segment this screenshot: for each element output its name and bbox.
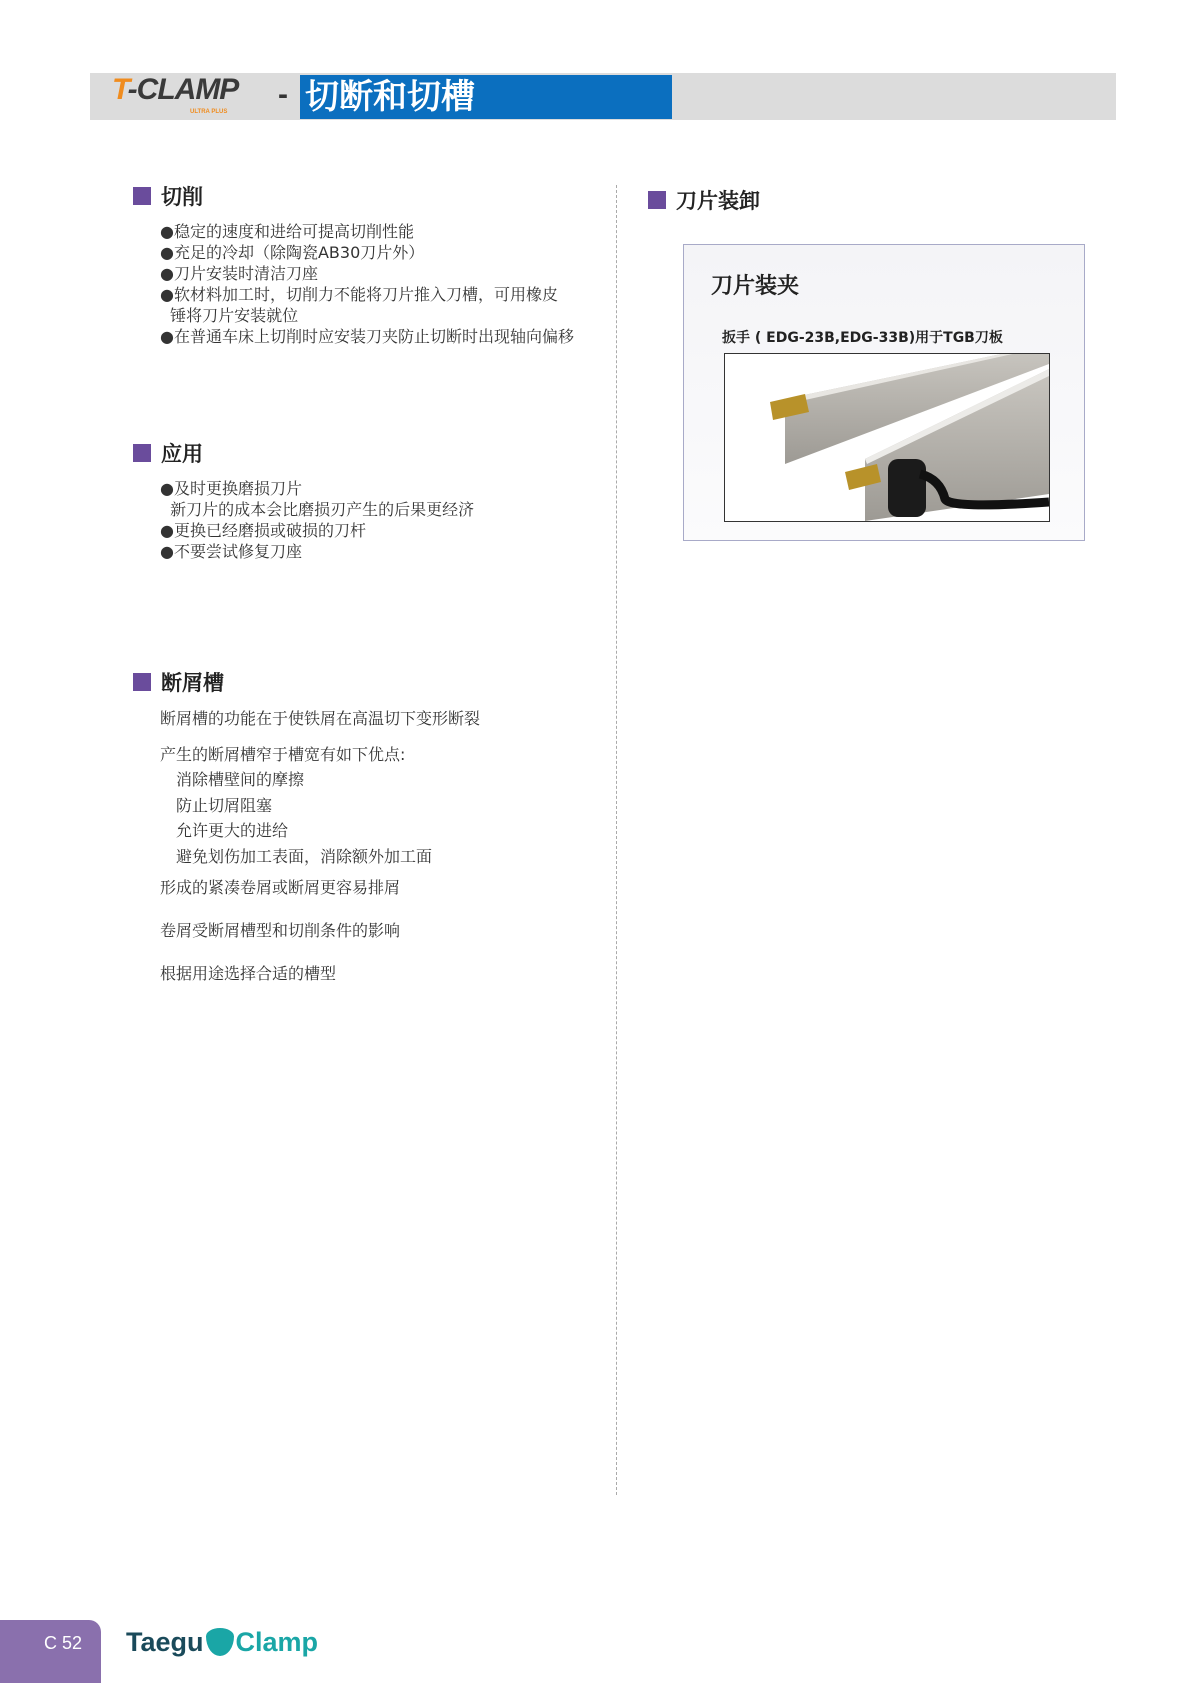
- section-insert-mounting: [648, 188, 760, 214]
- page-number: C 52: [44, 1633, 83, 1653]
- section-application: [133, 441, 203, 467]
- list-item: 形成的紧凑卷屑或断屑更容易排屑: [160, 878, 401, 897]
- list-item: 消除槽壁间的摩擦: [176, 770, 305, 789]
- insert-clamping-card: [683, 244, 1085, 541]
- taegutec-logo: [126, 1625, 318, 1659]
- square-bullet-icon: [648, 191, 666, 209]
- t-shield-icon: [206, 1628, 234, 1656]
- list-item: ●充足的冷却（除陶瓷AB30刀片外）: [160, 243, 425, 262]
- list-item: 断屑槽的功能在于使铁屑在高温切下变形断裂: [160, 709, 481, 728]
- t-clamp-logo: T-CLAMP: [112, 73, 239, 106]
- list-item: ●更换已经磨损或破损的刀杆: [160, 521, 366, 540]
- square-bullet-icon: [133, 673, 151, 691]
- list-item: 产生的断屑槽窄于槽宽有如下优点:: [160, 745, 406, 764]
- list-item: ●软材料加工时，切削力不能将刀片推入刀槽，可用橡皮: [160, 285, 558, 304]
- page-title: 切断和切槽: [300, 75, 672, 119]
- section-chipbreaker: [133, 670, 224, 696]
- section-heading: 断屑槽: [161, 671, 224, 695]
- list-item: 避免划伤加工表面，消除额外加工面: [176, 847, 433, 866]
- list-item: ●及时更换磨损刀片: [160, 479, 302, 498]
- section-heading: 应用: [161, 442, 203, 466]
- tool-blade-photo: [724, 353, 1050, 522]
- list-item: ●刀片安装时清洁刀座: [160, 264, 318, 283]
- list-item: 防止切屑阻塞: [176, 796, 273, 815]
- list-item: 允许更大的进给: [176, 821, 289, 840]
- section-cutting: [133, 184, 203, 210]
- list-item: ●在普通车床上切削时应安装刀夹防止切断时出现轴向偏移: [160, 327, 574, 346]
- list-item: 锤将刀片安装就位: [160, 306, 299, 325]
- list-item: 根据用途选择合适的槽型: [160, 964, 337, 983]
- square-bullet-icon: [133, 444, 151, 462]
- list-item: ●稳定的速度和进给可提高切削性能: [160, 222, 414, 241]
- list-item: 卷屑受断屑槽型和切削条件的影响: [160, 921, 401, 940]
- list-item: 新刀片的成本会比磨损刃产生的后果更经济: [160, 500, 475, 519]
- logo-subtitle: ULTRA PLUS: [190, 109, 228, 115]
- brand-part: Taegu: [126, 1627, 204, 1657]
- card-title: 刀片装夹: [711, 274, 800, 299]
- header-dash: -: [278, 78, 288, 111]
- section-heading: 切削: [161, 185, 203, 209]
- brand-part: Clamp: [235, 1627, 319, 1657]
- column-divider: [616, 185, 617, 1495]
- list-item: ●不要尝试修复刀座: [160, 542, 302, 561]
- square-bullet-icon: [133, 187, 151, 205]
- section-heading: 刀片装卸: [676, 189, 760, 213]
- card-caption: 扳手 ( EDG-23B,EDG-33B)用于TGB刀板: [722, 330, 1003, 346]
